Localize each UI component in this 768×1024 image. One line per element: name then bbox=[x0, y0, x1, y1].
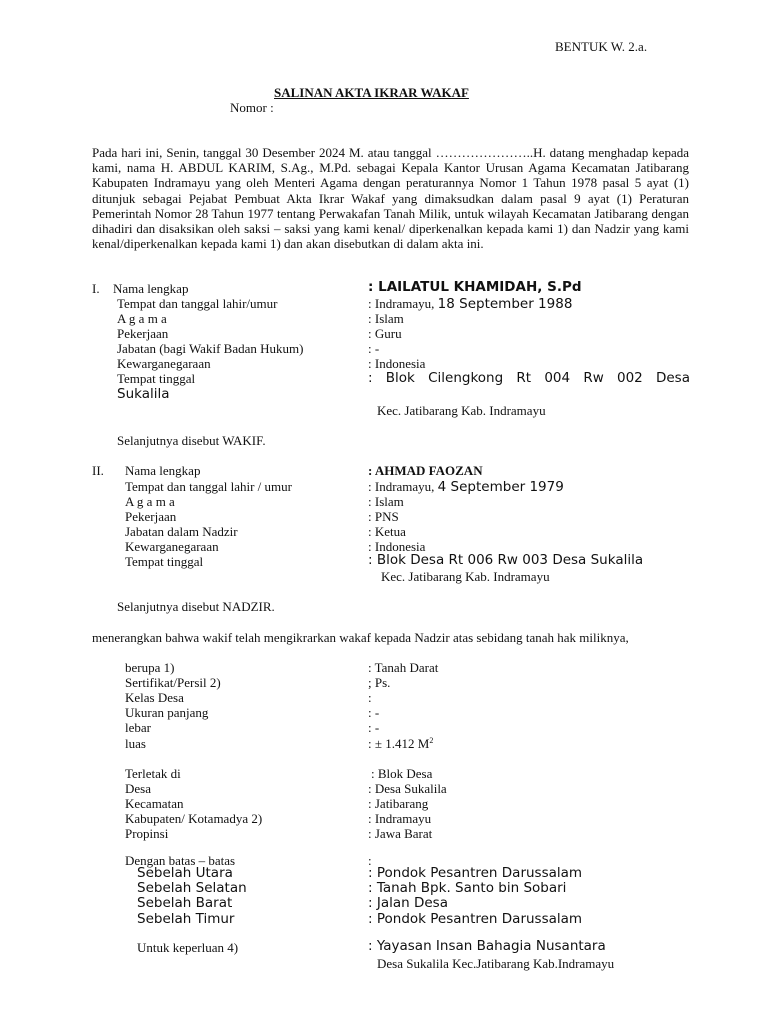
land-east-label: Sebelah Timur bbox=[137, 911, 235, 927]
land-regency-label: Kabupaten/ Kotamadya 2) bbox=[125, 811, 263, 826]
nadzir-position-label: Jabatan dalam Nadzir bbox=[125, 524, 238, 539]
land-district-value: : Jatibarang bbox=[368, 796, 429, 811]
nadzir-numeral: II. bbox=[92, 463, 104, 478]
wakif-residence-label: Tempat tinggal bbox=[117, 371, 196, 386]
land-location-label: Terletak di bbox=[125, 766, 181, 781]
nadzir-name-label: Nama lengkap bbox=[125, 463, 201, 478]
land-length-value: : - bbox=[368, 705, 380, 720]
land-class-label: Kelas Desa bbox=[125, 690, 184, 705]
wakif-job-value: : Guru bbox=[368, 326, 402, 341]
nadzir-position-value: : Ketua bbox=[368, 524, 406, 539]
wakif-job-label: Pekerjaan bbox=[117, 326, 169, 341]
wakif-name-label: Nama lengkap bbox=[113, 281, 189, 296]
land-village-label: Desa bbox=[125, 781, 151, 796]
land-borders-label: Dengan batas – batas bbox=[125, 853, 236, 868]
wakif-position-value: : - bbox=[368, 341, 380, 356]
nadzir-job-label: Pekerjaan bbox=[125, 509, 177, 524]
form-code: BENTUK W. 2.a. bbox=[555, 39, 648, 54]
land-area-label: luas bbox=[125, 736, 146, 751]
land-north-label: Sebelah Utara bbox=[137, 865, 233, 881]
land-purpose-value: : Yayasan Insan Bahagia Nusantara bbox=[368, 938, 606, 954]
wakif-birth-label: Tempat dan tanggal lahir/umur bbox=[117, 296, 278, 311]
land-location-value: : Blok Desa bbox=[371, 766, 433, 781]
land-province-value: : Jawa Barat bbox=[368, 826, 433, 841]
nadzir-residence-value: : Blok Desa Rt 006 Rw 003 Desa Sukalila bbox=[368, 552, 644, 568]
land-type-value: : Tanah Darat bbox=[368, 660, 439, 675]
land-purpose-label: Untuk keperluan 4) bbox=[137, 940, 239, 955]
wakif-closing: Selanjutnya disebut WAKIF. bbox=[117, 433, 266, 448]
land-area-value: : ± 1.412 $M^2$ bbox=[368, 736, 434, 751]
document-title: SALINAN AKTA IKRAR WAKAF bbox=[274, 85, 469, 100]
land-length-label: Ukuran panjang bbox=[125, 705, 209, 720]
land-south-value: : Tanah Bpk. Santo bin Sobari bbox=[368, 880, 567, 896]
land-width-label: lebar bbox=[125, 720, 151, 735]
land-type-label: berupa 1) bbox=[125, 660, 175, 675]
wakif-birth-value: : Indramayu, 18 September 1988 bbox=[368, 296, 573, 312]
nadzir-birth-value: : Indramayu, 4 September 1979 bbox=[368, 479, 564, 495]
land-width-value: : - bbox=[368, 720, 380, 735]
land-district-label: Kecamatan bbox=[125, 796, 184, 811]
wakif-position-label: Jabatan (bagi Wakif Badan Hukum) bbox=[117, 341, 304, 356]
land-village-value: : Desa Sukalila bbox=[368, 781, 447, 796]
document-number-label: Nomor : bbox=[230, 100, 274, 115]
nadzir-job-value: : PNS bbox=[368, 509, 399, 524]
nadzir-citizenship-value: : Indonesia bbox=[368, 539, 426, 554]
land-south-label: Sebelah Selatan bbox=[137, 880, 247, 896]
land-north-value: : Pondok Pesantren Darussalam bbox=[368, 865, 583, 881]
land-certificate-label: Sertifikat/Persil 2) bbox=[125, 675, 221, 690]
land-regency-value: : Indramayu bbox=[368, 811, 432, 826]
land-statement: menerangkan bahwa wakif telah mengikrarkan wakaf kepada Nadzir atas sebidang tanah hak miliknya, bbox=[92, 630, 629, 645]
land-province-label: Propinsi bbox=[125, 826, 169, 841]
opening-paragraph: Pada hari ini, Senin, tanggal 30 Desember 2024 M. atau tanggal …………………..H. datang menghadap kepada kami, nama H. ABDUL KARIM, S.Ag., M.Pd. sebagai Kepala Kantor Urusan Agama Kecamatan Jatibarang Kabupaten Indramayu yang oleh Menteri Agama dengan peraturannya Nomor 1 Tahun 1978 pasal 5 ayat (1) ditunjuk sebagai Pejabat Pembuat Akta Ikrar Wakaf yang dimaksudkan dalam pasal 9 ayat (1) Peraturan Pemerintah Nomor 28 Tahun 1977 tentang Perwakafan Tanah Milik, untuk wilayah Kecamatan Jatibarang dengan dihadiri dan disaksikan oleh saksi – saksi yang kami kenal/ diperkenalkan kepada kami 1) dan Nadzir yang kami kenal/diperkenalkan kepada kami 1) dan akan disebutkan di dalam akta ini. bbox=[92, 145, 689, 252]
nadzir-birth-label: Tempat dan tanggal lahir / umur bbox=[125, 479, 292, 494]
wakif-numeral: I. bbox=[92, 281, 100, 296]
nadzir-residence-value-2: Kec. Jatibarang Kab. Indramayu bbox=[381, 569, 550, 584]
wakif-residence-value-2: Sukalila bbox=[117, 386, 170, 402]
land-borders-value: : bbox=[368, 853, 372, 868]
land-east-value: : Pondok Pesantren Darussalam bbox=[368, 911, 583, 927]
land-west-value: : Jalan Desa bbox=[368, 895, 448, 911]
wakif-residence-value-3: Kec. Jatibarang Kab. Indramayu bbox=[377, 403, 546, 418]
wakif-citizenship-value: : Indonesia bbox=[368, 356, 426, 371]
wakif-religion-value: : Islam bbox=[368, 311, 404, 326]
land-certificate-value: ; Ps. bbox=[368, 675, 391, 690]
nadzir-religion-label: A g a m a bbox=[125, 494, 175, 509]
land-west-label: Sebelah Barat bbox=[137, 895, 233, 911]
wakif-name-value: : LAILATUL KHAMIDAH, S.Pd bbox=[368, 279, 582, 295]
wakif-residence-value: : Blok Cilengkong Rt 004 Rw 002 Desa bbox=[368, 370, 690, 386]
wakif-citizenship-label: Kewarganegaraan bbox=[117, 356, 211, 371]
land-purpose-value-2: Desa Sukalila Kec.Jatibarang Kab.Indramayu bbox=[377, 956, 615, 971]
nadzir-closing: Selanjutnya disebut NADZIR. bbox=[117, 599, 275, 614]
nadzir-citizenship-label: Kewarganegaraan bbox=[125, 539, 219, 554]
nadzir-residence-label: Tempat tinggal bbox=[125, 554, 204, 569]
nadzir-name-value: : AHMAD FAOZAN bbox=[368, 463, 483, 478]
nadzir-religion-value: : Islam bbox=[368, 494, 404, 509]
wakif-religion-label: A g a m a bbox=[117, 311, 167, 326]
land-class-value: : bbox=[368, 690, 372, 705]
